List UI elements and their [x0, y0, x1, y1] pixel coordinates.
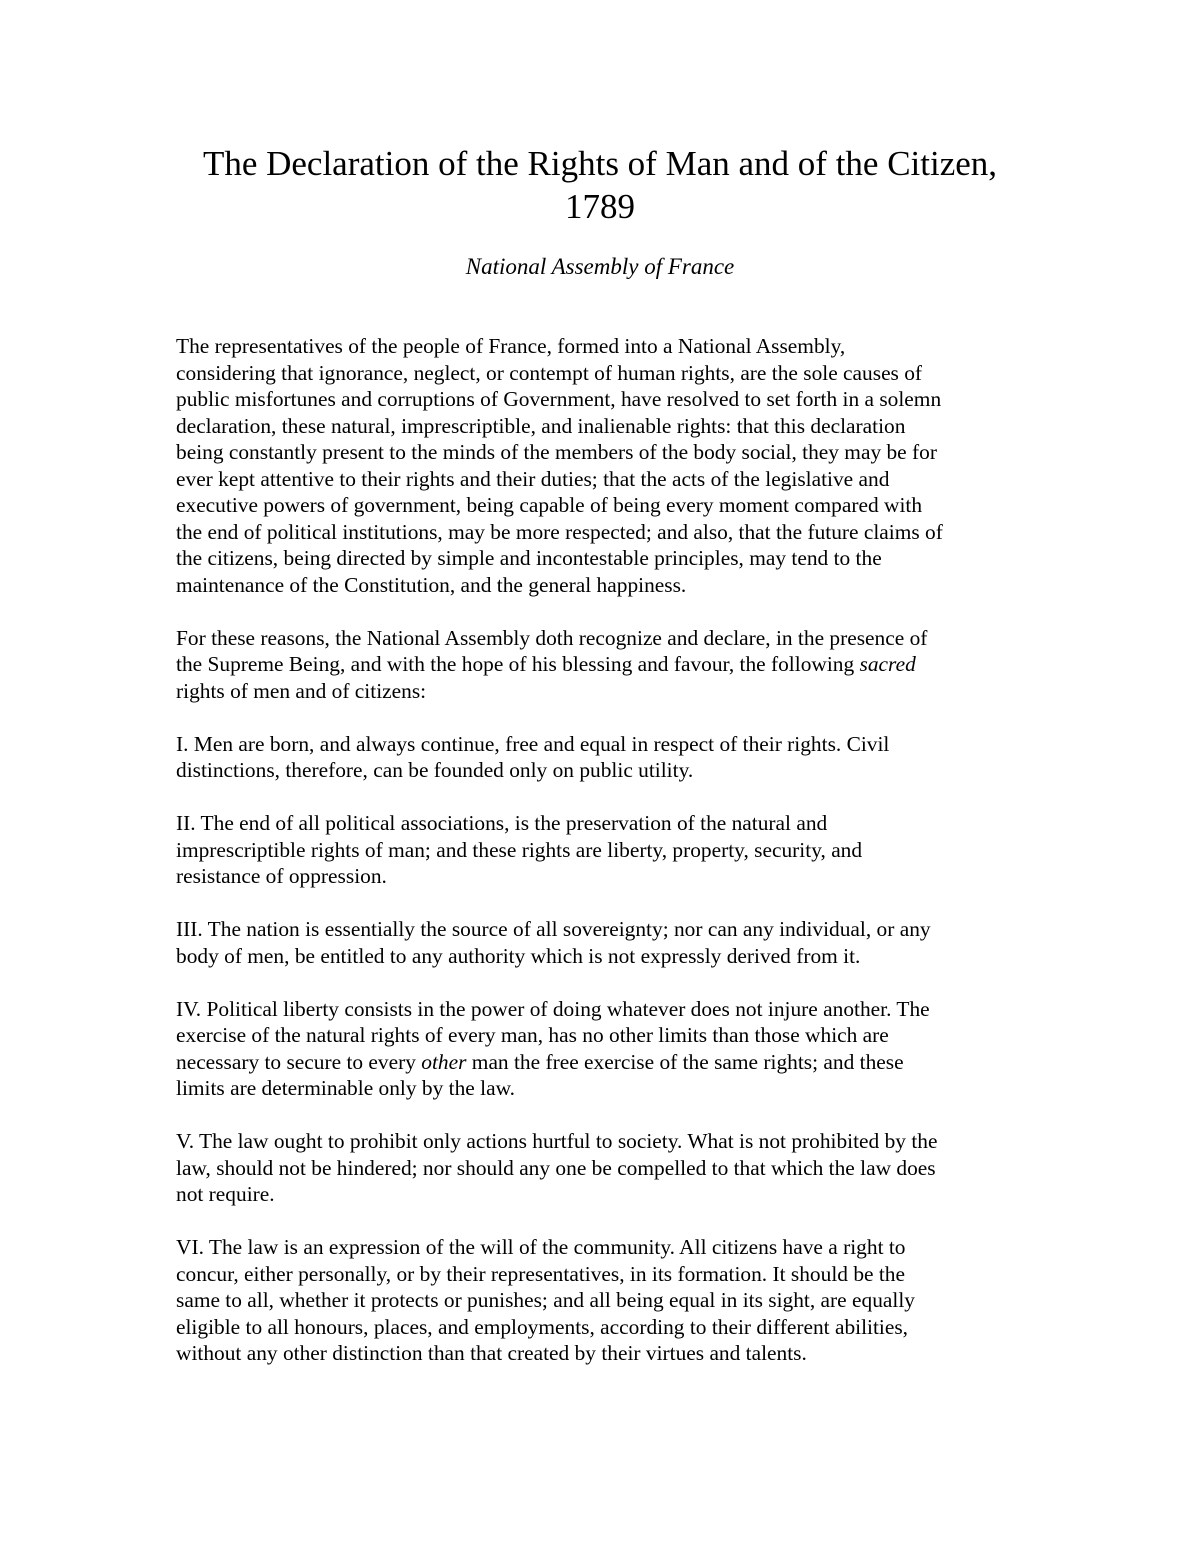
text-line: law, should not be hindered; nor should any one be compelled to that which the law does: [176, 1155, 936, 1180]
emphasis-sacred: sacred: [859, 652, 916, 676]
text-line: the end of political institutions, may be more respected; and also, that the future claims of: [176, 519, 943, 544]
text-line: same to all, whether it protects or punishes; and all being equal in its sight, are equally: [176, 1288, 915, 1312]
article-iii: [176, 916, 1036, 969]
text-line: the citizens, being directed by simple and incontestable principles, may tend to the: [176, 546, 882, 570]
text-line: eligible to all honours, places, and employments, according to their different abilities,: [176, 1314, 909, 1339]
text-line: imprescriptible rights of man; and these rights are liberty, property, security, and: [176, 837, 863, 862]
document-author: National Assembly of France: [465, 254, 735, 279]
document-body: [176, 333, 1036, 1393]
article-ii: [176, 810, 1036, 890]
text-line: concur, either personally, or by their representatives, in its formation. It should be the: [176, 1261, 905, 1286]
text-line: considering that ignorance, neglect, or contempt of human rights, are the sole causes of: [176, 360, 923, 385]
text-line: without any other distinction than that created by their virtues and talents.: [176, 1341, 807, 1365]
text-line: maintenance of the Constitution, and the general happiness.: [176, 572, 687, 597]
text-line: distinctions, therefore, can be founded only on public utility.: [176, 758, 694, 782]
text-line: For these reasons, the National Assembly doth recognize and declare, in the presence of: [176, 625, 928, 650]
text-line: executive powers of government, being capable of being every moment compared with: [176, 493, 923, 517]
title-year: 1789: [565, 187, 635, 226]
text-line: limits are determinable only by the law.: [176, 1076, 515, 1100]
article-iv: [176, 996, 1036, 1102]
text-line: I. Men are born, and always continue, free and equal in respect of their rights. Civil: [176, 731, 890, 756]
article-v: [176, 1128, 1036, 1208]
text-run: the Supreme Being, and with the hope of his blessing and favour, the following: [176, 652, 860, 676]
text-line: [176, 651, 1036, 678]
text-line: [176, 1049, 1036, 1076]
article-i: [176, 731, 1036, 784]
emphasis-other: other: [421, 1049, 467, 1074]
text-line: ever kept attentive to their rights and their duties; that the acts of the legislative and: [176, 466, 890, 491]
text-line: IV. Political liberty consists in the power of doing whatever does not injure another. The: [176, 996, 930, 1021]
preamble-paragraph: [176, 333, 1036, 598]
text-line: rights of men and of citizens:: [176, 678, 427, 703]
text-line: being constantly present to the minds of the members of the body social, they may be for: [176, 440, 937, 464]
text-line: declaration, these natural, imprescriptible, and inalienable rights: that this declaration: [176, 413, 906, 438]
text-line: resistance of oppression.: [176, 864, 387, 888]
text-line: II. The end of all political associations, is the preservation of the natural and: [176, 811, 828, 835]
article-vi: [176, 1234, 1036, 1367]
text-run: man the free exercise of the same rights; and these: [466, 1049, 904, 1074]
declaration-intro-paragraph: [176, 625, 1036, 705]
text-line: The representatives of the people of France, formed into a National Assembly,: [176, 334, 846, 358]
text-line: V. The law ought to prohibit only actions hurtful to society. What is not prohibited by the: [176, 1129, 938, 1153]
text-line: exercise of the natural rights of every man, has no other limits than those which are: [176, 1023, 889, 1047]
text-line: VI. The law is an expression of the will of the community. All citizens have a right to: [176, 1235, 906, 1259]
text-line: not require.: [176, 1182, 275, 1206]
text-line: body of men, be entitled to any authority which is not expressly derived from it.: [176, 943, 861, 968]
text-line: public misfortunes and corruptions of Government, have resolved to set forth in a solemn: [176, 387, 942, 411]
document-title: [150, 142, 1050, 228]
title-line: The Declaration of the Rights of Man and of the Citizen,: [202, 144, 998, 183]
text-run: necessary to secure to every: [176, 1049, 422, 1074]
text-line: III. The nation is essentially the source of all sovereignty; nor can any individual, or any: [176, 917, 931, 941]
